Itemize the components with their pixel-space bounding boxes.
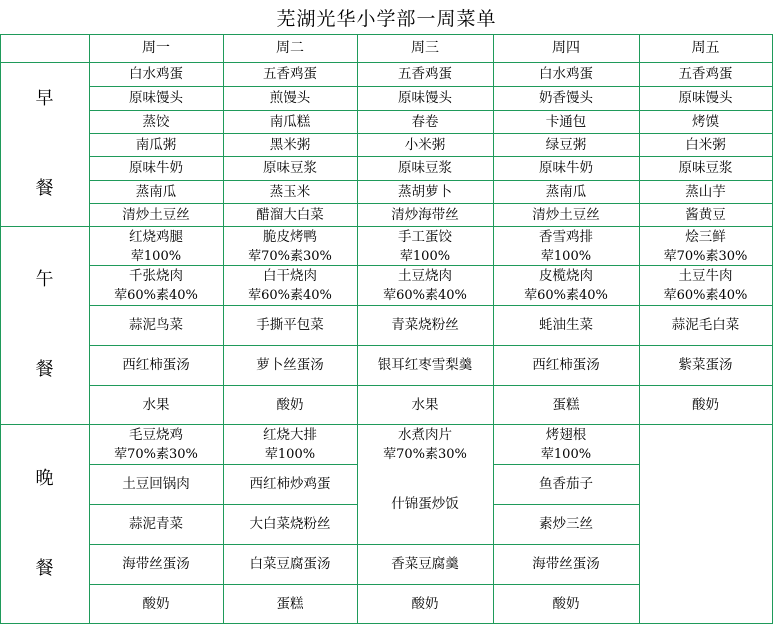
dish-name: 醋溜大白菜: [256, 206, 324, 223]
dish-name: 原味牛奶: [129, 160, 183, 176]
breakfast-dish: [639, 133, 772, 156]
breakfast-dish: [357, 110, 493, 133]
dish-name: 青菜烧粉丝: [391, 317, 459, 333]
breakfast-dish: [639, 203, 772, 226]
dish-name: 什锦蛋炒饭: [391, 496, 459, 512]
dish-name: 蒜泥鸟菜: [129, 317, 183, 333]
dish-ratio: 荤60%素40%: [383, 288, 467, 303]
dish-name: 蒸饺: [142, 113, 170, 130]
dish-name: 蒸胡萝卜: [398, 183, 452, 200]
lunch-dish: [493, 265, 639, 305]
dish-name: 白水鸡蛋: [129, 66, 183, 82]
lunch-dish: [493, 226, 639, 265]
dish-name: 小米粥: [404, 136, 446, 153]
dish-name: 蚝油生菜: [539, 317, 593, 333]
dish-name: 清炒土豆丝: [122, 206, 190, 223]
dish-name: 五香鸡蛋: [263, 66, 317, 82]
dish-name: 酸奶: [692, 396, 719, 413]
lunch-dish: [639, 305, 772, 345]
dish-name: 土豆回锅肉: [122, 476, 190, 492]
lunch-dish: [357, 305, 493, 345]
dish-name: 西红柿蛋汤: [122, 357, 190, 373]
dish-name: 酸奶: [142, 595, 170, 612]
dish-name: 千张烧肉: [129, 268, 183, 284]
breakfast-dish: [357, 86, 493, 110]
breakfast-dish: [89, 110, 223, 133]
dish-name: 卡通包: [545, 113, 587, 130]
dish-name: 烤馍: [692, 113, 719, 130]
dish-name: 水果: [411, 396, 439, 413]
dinner-dish: [89, 504, 223, 544]
dish-name: 蒸山芋: [685, 183, 726, 200]
dinner-dish: [357, 584, 493, 623]
lunch-dish: [493, 345, 639, 385]
dinner-dish: [493, 544, 639, 584]
breakfast-dish: [639, 156, 772, 180]
breakfast-dish: [493, 156, 639, 180]
dish-name: 皮榄烧肉: [539, 268, 593, 284]
dinner-dish: [89, 584, 223, 623]
dish-name: 红烧大排: [263, 427, 317, 443]
dish-name: 西红柿蛋汤: [532, 357, 600, 373]
breakfast-dish: [639, 110, 772, 133]
dish-name: 红烧鸡腿: [129, 229, 183, 245]
lunch-dish: [223, 226, 357, 265]
dish-name: 南瓜糕: [269, 113, 311, 130]
dish-name: 蒜泥青菜: [129, 516, 183, 532]
dish-name: 蒜泥毛白菜: [671, 317, 740, 333]
dish-name: 酸奶: [552, 595, 580, 612]
dish-name: 银耳红枣雪梨羹: [377, 357, 473, 373]
breakfast-dish: [493, 180, 639, 203]
dinner-dish: [357, 424, 493, 464]
dish-name: 五香鸡蛋: [678, 66, 733, 82]
dinner-dish: [493, 424, 639, 464]
lunch-dish: [493, 385, 639, 424]
lunch-dish: [89, 345, 223, 385]
day-header: 周五: [691, 40, 720, 56]
breakfast-dish: [493, 203, 639, 226]
breakfast-dish: [639, 86, 772, 110]
lunch-dish: [357, 265, 493, 305]
dinner-dish: [89, 544, 223, 584]
breakfast-dish: [223, 86, 357, 110]
dinner-dish: [223, 424, 357, 464]
dish-name: 白米粥: [685, 136, 726, 153]
dish-name: 清炒海带丝: [391, 206, 459, 223]
dish-name: 手撕平包菜: [256, 317, 324, 333]
dish-name: 酸奶: [276, 396, 304, 413]
dish-name: 春卷: [411, 113, 439, 130]
dish-name: 萝卜丝蛋汤: [256, 357, 324, 373]
lunch-dish: [223, 305, 357, 345]
dinner-dish: [223, 504, 357, 544]
dish-name: 大白菜烧粉丝: [249, 516, 331, 532]
lunch-dish: [493, 305, 639, 345]
dish-name: 鱼香茄子: [539, 476, 593, 492]
breakfast-dish: [639, 62, 772, 86]
lunch-dish: [357, 385, 493, 424]
lunch-dish: [357, 345, 493, 385]
dish-name: 西红柿炒鸡蛋: [249, 476, 331, 492]
dish-name: 奶香馒头: [539, 90, 593, 106]
breakfast-dish: [223, 156, 357, 180]
breakfast-dish: [357, 203, 493, 226]
dish-name: 酸奶: [411, 595, 439, 612]
dish-name: 香菜豆腐羹: [391, 556, 459, 572]
dish-name: 绿豆粥: [545, 136, 587, 153]
breakfast-dish: [493, 110, 639, 133]
dish-ratio: 荤60%素40%: [524, 288, 608, 303]
dish-ratio: 荤100%: [540, 447, 592, 462]
dish-ratio: 荤100%: [130, 249, 182, 264]
breakfast-dish: [89, 180, 223, 203]
day-header: 周一: [142, 40, 170, 56]
breakfast-dish: [639, 180, 772, 203]
day-header: 周三: [411, 40, 439, 56]
dish-ratio: 荤70%素30%: [248, 249, 332, 264]
breakfast-dish: [493, 62, 639, 86]
dish-name: 清炒土豆丝: [532, 206, 600, 223]
menu-title: 芜湖光华小学部一周菜单: [276, 7, 497, 30]
dish-name: 原味馒头: [678, 90, 733, 106]
dish-name: 脆皮烤鸭: [263, 229, 317, 245]
dinner-dish: [493, 584, 639, 623]
lunch-dish: [639, 345, 772, 385]
dish-ratio: 荤60%素40%: [248, 288, 332, 303]
dish-name: 土豆烧肉: [398, 268, 452, 284]
meal-label-lunch: 午 餐: [35, 269, 54, 380]
dish-ratio: 荤100%: [399, 249, 451, 264]
dish-name: 原味牛奶: [539, 160, 593, 176]
dish-name: 煎馒头: [269, 90, 311, 106]
dish-name: 蛋糕: [552, 396, 580, 413]
lunch-dish: [223, 265, 357, 305]
breakfast-dish: [357, 62, 493, 86]
breakfast-dish: [493, 133, 639, 156]
dish-name: 五香鸡蛋: [398, 66, 452, 82]
dish-name: 原味馒头: [129, 90, 183, 106]
dinner-dish: [89, 464, 223, 504]
dinner-dish: [223, 544, 357, 584]
breakfast-dish: [89, 156, 223, 180]
meal-label-dinner: 晚 餐: [35, 467, 54, 579]
lunch-dish: [639, 265, 772, 305]
dish-name: 紫菜蛋汤: [678, 357, 733, 373]
breakfast-dish: [89, 133, 223, 156]
day-header: 周四: [552, 40, 580, 56]
dish-ratio: 荤60%素40%: [114, 288, 198, 303]
dish-name: 蒸玉米: [269, 183, 311, 200]
lunch-dish: [357, 226, 493, 265]
dish-name: 蒸南瓜: [135, 183, 177, 200]
dish-name: 水煮肉片: [398, 427, 452, 443]
breakfast-dish: [89, 62, 223, 86]
dish-name: 海带丝蛋汤: [122, 556, 190, 572]
dish-name: 毛豆烧鸡: [129, 427, 183, 443]
dinner-dish: [89, 424, 223, 464]
dinner-dish: [357, 464, 493, 544]
dish-name: 白水鸡蛋: [539, 66, 593, 82]
dish-name: 水果: [142, 396, 170, 413]
lunch-dish: [639, 385, 772, 424]
dish-name: 蛋糕: [276, 595, 304, 612]
dish-ratio: 荤60%素40%: [663, 288, 748, 303]
dish-name: 海带丝蛋汤: [532, 556, 600, 572]
dish-name: 白干烧肉: [263, 268, 317, 284]
dish-name: 烩三鲜: [685, 229, 726, 245]
dish-name: 手工蛋饺: [398, 229, 452, 245]
dish-ratio: 荤100%: [264, 447, 316, 462]
lunch-dish: [223, 345, 357, 385]
dish-name: 白菜豆腐蛋汤: [249, 556, 331, 572]
dish-ratio: 荤70%素30%: [383, 447, 467, 462]
dish-ratio: 荤100%: [540, 249, 592, 264]
lunch-dish: [89, 226, 223, 265]
lunch-dish: [639, 226, 772, 265]
dinner-dish: [223, 584, 357, 623]
breakfast-dish: [357, 156, 493, 180]
breakfast-dish: [493, 86, 639, 110]
dish-name: 土豆牛肉: [678, 268, 733, 284]
dish-ratio: 荤70%素30%: [663, 249, 748, 264]
dish-name: 原味豆浆: [398, 160, 452, 176]
breakfast-dish: [223, 203, 357, 226]
dish-ratio: 荤70%素30%: [114, 447, 198, 462]
day-header: 周二: [276, 40, 304, 56]
lunch-dish: [89, 385, 223, 424]
breakfast-dish: [223, 133, 357, 156]
lunch-dish: [89, 305, 223, 345]
breakfast-dish: [357, 133, 493, 156]
dish-name: 黑米粥: [269, 136, 311, 153]
breakfast-dish: [223, 62, 357, 86]
dish-name: 南瓜粥: [135, 136, 177, 153]
lunch-dish: [223, 385, 357, 424]
breakfast-dish: [357, 180, 493, 203]
breakfast-dish: [89, 203, 223, 226]
dish-name: 酱黄豆: [685, 206, 726, 223]
dish-name: 蒸南瓜: [545, 183, 587, 200]
dish-name: 原味馒头: [398, 90, 452, 106]
meal-label-breakfast: 早 餐: [35, 88, 54, 199]
dinner-dish: [493, 504, 639, 544]
breakfast-dish: [89, 86, 223, 110]
dinner-dish: [493, 464, 639, 504]
dinner-dish: [357, 544, 493, 584]
dish-name: 烤翅根: [545, 427, 587, 443]
dinner-dish: [223, 464, 357, 504]
breakfast-dish: [223, 110, 357, 133]
lunch-dish: [89, 265, 223, 305]
breakfast-dish: [223, 180, 357, 203]
dish-name: 原味豆浆: [263, 160, 317, 176]
dish-name: 原味豆浆: [678, 160, 733, 176]
dish-name: 素炒三丝: [539, 516, 593, 532]
dish-name: 香雪鸡排: [539, 229, 593, 245]
